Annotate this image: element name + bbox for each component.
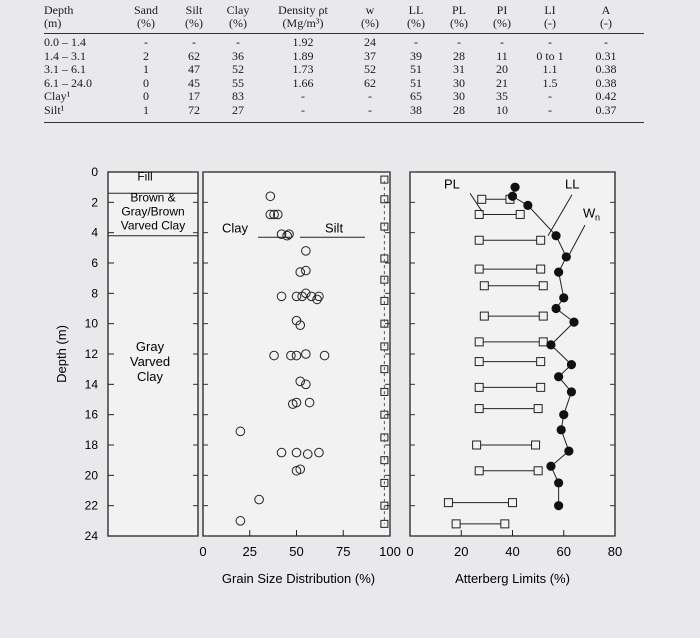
ll-point <box>539 282 547 290</box>
atterberg-tick-label: 20 <box>454 544 469 559</box>
label-ll: LL <box>565 176 580 192</box>
table-cell: 52 <box>232 62 244 77</box>
pl-point <box>475 210 483 218</box>
table-cell: 38 <box>410 103 422 117</box>
wn-point <box>559 410 568 419</box>
pl-point <box>444 499 452 507</box>
grain-axis-label: Grain Size Distribution (%) <box>221 571 376 586</box>
wn-point <box>551 231 560 240</box>
pl-point <box>452 520 460 528</box>
wn-point <box>554 478 563 487</box>
column-name: PI <box>496 3 508 17</box>
table-cell: 1.4 – 3.1 <box>44 48 86 63</box>
column-name: Silt <box>185 3 203 17</box>
table-cell: 0.0 – 1.4 <box>44 35 86 49</box>
column-name: w <box>365 3 375 17</box>
column-name: LI <box>544 3 556 17</box>
ll-point <box>539 338 547 346</box>
table-cell: 11 <box>496 48 508 63</box>
table-cell: 45 <box>188 75 200 90</box>
table-cell: 30 <box>453 75 465 90</box>
depth-tick-label: 6 <box>91 256 98 270</box>
table-cell: 1.89 <box>292 48 314 63</box>
table-cell: 10 <box>496 103 508 117</box>
table-cell: - <box>368 89 372 104</box>
table-cell: - <box>192 35 196 49</box>
wn-point <box>551 304 560 313</box>
ll-point <box>534 405 542 413</box>
table-cell: 36 <box>232 48 244 63</box>
depth-tick-label: 20 <box>84 468 98 483</box>
depth-axis-label: Depth (m) <box>54 325 69 383</box>
depth-tick-label: 18 <box>84 438 98 452</box>
wn-point <box>569 318 578 327</box>
table-cell: 72 <box>188 103 200 117</box>
table-cell: - <box>301 103 305 117</box>
table-cell: - <box>548 89 552 104</box>
ll-point <box>537 383 545 391</box>
ll-point <box>532 441 540 449</box>
table-cell: 51 <box>410 75 422 90</box>
label-pl: PL <box>444 176 460 192</box>
grain-tick-label: 100 <box>379 544 401 559</box>
wn-point <box>510 183 519 192</box>
grain-tick-label: 50 <box>289 544 304 559</box>
label-wn: W <box>583 205 596 221</box>
wn-point <box>567 387 576 396</box>
layer-label-varved-clay: Gray/Brown <box>121 204 185 219</box>
atterberg-tick-label: 80 <box>607 544 623 559</box>
table-cell: 1.66 <box>292 75 314 90</box>
column-unit: (Mg/m³) <box>282 16 324 30</box>
ll-point <box>539 312 547 320</box>
table-cell: 21 <box>496 75 508 90</box>
ll-point <box>537 358 545 366</box>
table-cell: - <box>548 35 552 49</box>
column-unit: (%) <box>229 16 247 30</box>
table-cell: - <box>301 89 305 104</box>
column-unit: (%) <box>493 16 511 30</box>
table-cell: 0 to 1 <box>536 48 564 63</box>
column-unit: (%) <box>450 16 468 30</box>
annotation-clay: Clay <box>222 220 249 236</box>
table-cell: - <box>500 35 504 49</box>
pl-point <box>475 358 483 366</box>
depth-tick-label: 10 <box>84 316 98 331</box>
depth-tick-label: 2 <box>91 195 98 210</box>
table-cell: 47 <box>188 62 200 77</box>
table-cell: 27 <box>232 103 244 117</box>
depth-tick-label: 24 <box>84 529 98 543</box>
pl-point <box>473 441 481 449</box>
depth-tick-label: 22 <box>84 498 98 513</box>
wn-point <box>554 372 563 381</box>
table-cell: 1.92 <box>292 35 314 49</box>
table-cell: 52 <box>364 62 376 77</box>
column-unit: (-) <box>600 16 612 30</box>
table-cell: 31 <box>453 62 465 77</box>
atterberg-tick-label: 40 <box>505 544 520 559</box>
column-name: Sand <box>134 3 158 17</box>
table-cell: 1.5 <box>542 75 558 90</box>
column-name: Clay <box>226 3 250 17</box>
table-cell: - <box>548 103 552 117</box>
wn-point <box>567 360 576 369</box>
atterberg-tick-label: 60 <box>556 544 571 559</box>
table-cell: 17 <box>188 89 200 104</box>
table-cell: 0.38 <box>595 62 617 77</box>
pl-point <box>475 236 483 244</box>
wn-point <box>546 462 555 471</box>
pl-point <box>478 195 486 203</box>
ll-point <box>537 265 545 273</box>
table-cell: 39 <box>410 48 422 63</box>
table-cell: Clay¹ <box>44 89 71 104</box>
table-cell: Silt¹ <box>44 103 65 117</box>
table-cell: 30 <box>453 89 465 104</box>
table-cell: 83 <box>232 89 244 104</box>
table-cell: 1.1 <box>542 62 558 77</box>
column-unit: (%) <box>185 16 203 30</box>
table-cell: 20 <box>496 62 508 77</box>
table-cell: 6.1 – 24.0 <box>44 75 92 90</box>
table-cell: 62 <box>188 48 200 63</box>
table-cell: - <box>368 103 372 117</box>
pl-point <box>475 383 483 391</box>
table-cell: 1.73 <box>292 62 314 77</box>
table-cell: 0 <box>143 89 149 104</box>
pl-point <box>475 405 483 413</box>
depth-tick-label: 12 <box>84 347 98 361</box>
table-cell: 0.37 <box>595 103 617 117</box>
atterberg-axis-label: Atterberg Limits (%) <box>455 571 570 586</box>
column-unit: (m) <box>44 16 62 30</box>
table-cell: 35 <box>496 89 508 104</box>
column-unit: (%) <box>407 16 425 30</box>
depth-tick-label: 4 <box>91 225 98 240</box>
pl-point <box>480 312 488 320</box>
table-cell: 1 <box>143 103 149 117</box>
layer-label-gray-clay: Clay <box>136 368 164 384</box>
table-cell: 37 <box>364 48 376 63</box>
atterberg-tick-label: 0 <box>406 544 414 559</box>
grain-tick-label: 75 <box>336 544 351 559</box>
table-cell: 24 <box>364 35 376 49</box>
grain-tick-label: 25 <box>242 544 257 559</box>
depth-tick-label: 8 <box>91 286 98 301</box>
depth-tick-label: 0 <box>91 165 98 179</box>
table-cell: 55 <box>232 75 244 90</box>
column-name: Density ρt <box>278 3 328 17</box>
pl-point <box>475 338 483 346</box>
table-cell: 2 <box>143 48 149 63</box>
ll-point <box>534 467 542 475</box>
wn-point <box>559 293 568 302</box>
ll-point <box>537 236 545 244</box>
annotation-silt: Silt <box>325 220 344 236</box>
table-cell: - <box>236 35 240 49</box>
table-cell: 0.31 <box>595 48 617 63</box>
wn-point <box>564 446 573 455</box>
table-cell: 62 <box>364 75 376 90</box>
layer-label-varved-clay: Varved Clay <box>120 218 186 233</box>
layer-label-gray-clay: Gray <box>135 338 165 354</box>
column-name: Depth <box>44 3 74 17</box>
ll-point <box>516 210 524 218</box>
ll-point <box>509 499 517 507</box>
wn-point <box>523 201 532 210</box>
wn-point <box>554 268 563 277</box>
table-cell: 1 <box>143 62 149 77</box>
wn-point <box>508 192 517 201</box>
table-cell: 28 <box>453 103 465 117</box>
layer-label-varved-clay: Brown & <box>130 190 176 205</box>
grain-tick-label: 0 <box>199 544 207 559</box>
table-cell: 0 <box>143 75 149 90</box>
column-unit: (-) <box>544 16 556 30</box>
column-name: A <box>601 3 611 17</box>
table-cell: 28 <box>453 48 465 63</box>
wn-point <box>554 501 563 510</box>
pl-point <box>475 467 483 475</box>
layer-label-gray-clay: Varved <box>129 353 171 369</box>
column-name: PL <box>451 3 466 17</box>
table-cell: 3.1 – 6.1 <box>44 62 86 77</box>
column-unit: (%) <box>361 16 379 30</box>
wn-point <box>546 340 555 349</box>
layer-label-fill: Fill <box>137 169 153 184</box>
depth-tick-label: 14 <box>84 377 98 392</box>
table-cell: - <box>604 35 608 49</box>
table-cell: - <box>414 35 418 49</box>
table-cell: - <box>457 35 461 49</box>
table-cell: 0.38 <box>595 75 617 90</box>
pl-point <box>480 282 488 290</box>
label-wn-subscript: n <box>595 212 601 223</box>
column-unit: (%) <box>137 16 155 30</box>
table-cell: 65 <box>410 89 422 104</box>
table-cell: 0.42 <box>595 89 617 104</box>
depth-tick-label: 16 <box>84 407 98 422</box>
ll-point <box>501 520 509 528</box>
table-cell: 51 <box>410 62 422 77</box>
wn-point <box>557 425 566 434</box>
table-cell: - <box>144 35 148 49</box>
column-name: LL <box>408 3 424 17</box>
pl-point <box>475 265 483 273</box>
